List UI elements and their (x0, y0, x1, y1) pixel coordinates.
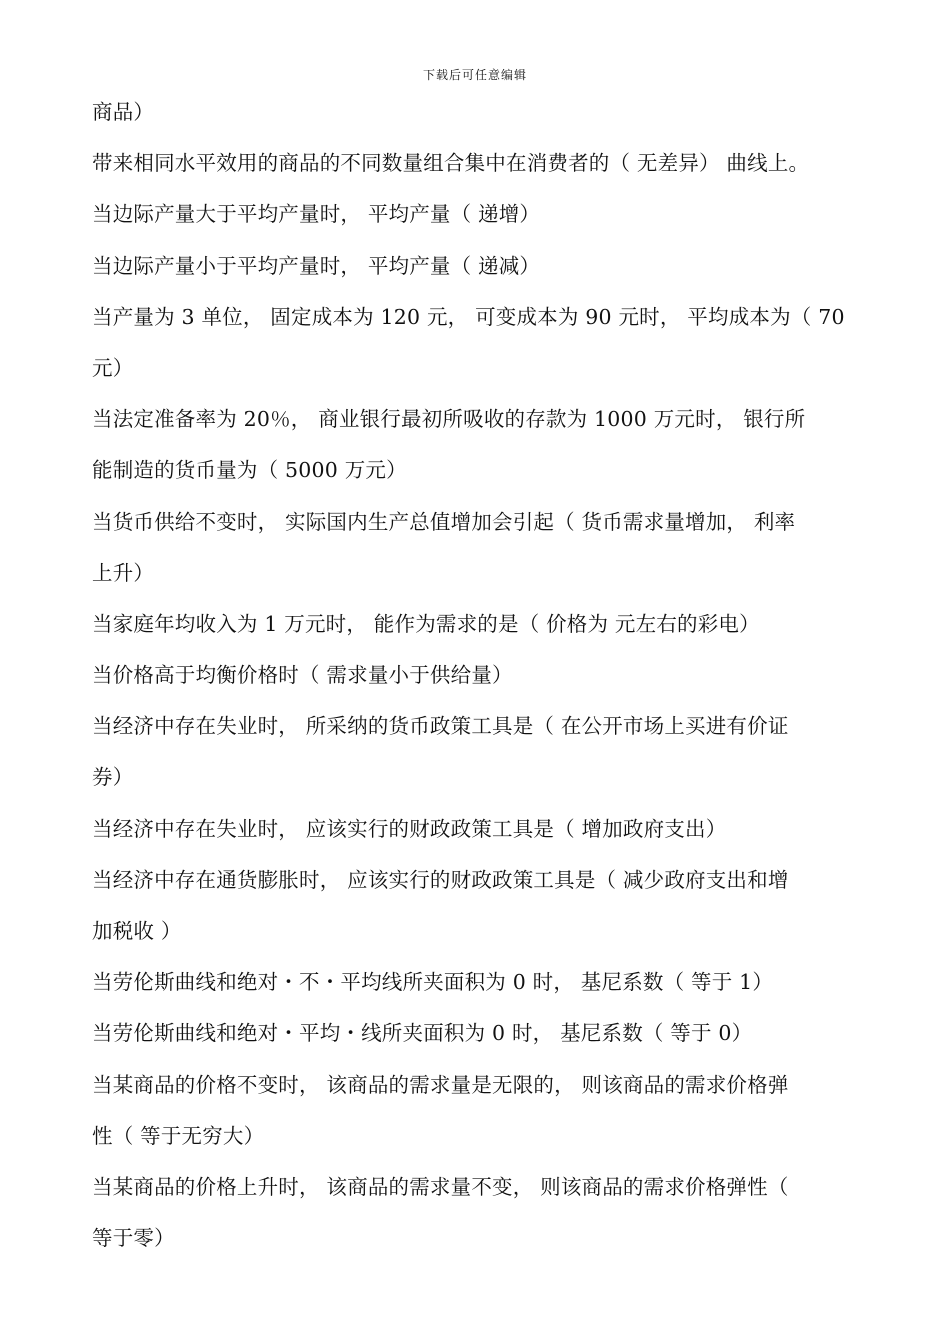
text-line: 当经济中存在失业时， 应该实行的财政政策工具是（ 增加政府支出） (92, 816, 727, 841)
text-line: 加税收 ） (92, 919, 182, 943)
text-line: 当劳伦斯曲线和绝对・不・平均线所夹面积为 0 时， 基尼系数（ 等于 1） (92, 970, 774, 995)
text-line: 上升） (92, 560, 155, 585)
text-line: 当边际产量小于平均产量时， 平均产量（ 递减） (92, 253, 541, 278)
text-line: 当某商品的价格不变时， 该商品的需求量是无限的， 则该商品的需求价格弹 (92, 1072, 789, 1097)
text-line: 当法定准备率为 20％， 商业银行最初所吸收的存款为 1000 万元时， 银行所 (92, 407, 806, 432)
text-line: 元） (92, 355, 134, 380)
text-line: 当劳伦斯曲线和绝对・平均・线所夹面积为 0 时， 基尼系数（ 等于 0） (92, 1021, 753, 1046)
text-line: 等于零） (92, 1226, 175, 1251)
text-line: 商品） (92, 100, 155, 124)
text-line: 能制造的货币量为（ 5000 万元） (92, 458, 407, 483)
text-line: 当家庭年均收入为 1 万元时， 能作为需求的是（ 价格为 元左右的彩电） (92, 611, 760, 636)
text-line: 当某商品的价格上升时， 该商品的需求量不变， 则该商品的需求价格弹性（ (92, 1174, 789, 1199)
text-line: 当边际产量大于平均产量时， 平均产量（ 递增） (92, 202, 541, 227)
text-line: 券） (92, 765, 134, 790)
text-line: 当产量为 3 单位， 固定成本为 120 元， 可变成本为 90 元时， 平均成本为（ 70 (92, 304, 845, 329)
text-line: 性（ 等于无穷大） (92, 1123, 265, 1148)
text-line: 当经济中存在失业时， 所采纳的货币政策工具是（ 在公开市场上买进有价证 (92, 714, 789, 739)
page-header: 下载后可任意编辑 (422, 68, 527, 82)
text-line: 带来相同水平效用的商品的不同数量组合集中在消费者的（ 无差异） 曲线上。 (92, 151, 810, 176)
text-line: 当经济中存在通货膨胀时， 应该实行的财政政策工具是（ 减少政府支出和增 (92, 867, 789, 892)
document-body (92, 87, 872, 1264)
text-line: 当价格高于均衡价格时（ 需求量小于供给量） (92, 663, 513, 688)
text-line: 当货币供给不变时， 实际国内生产总值增加会引起（ 货币需求量增加， 利率 (92, 509, 796, 534)
